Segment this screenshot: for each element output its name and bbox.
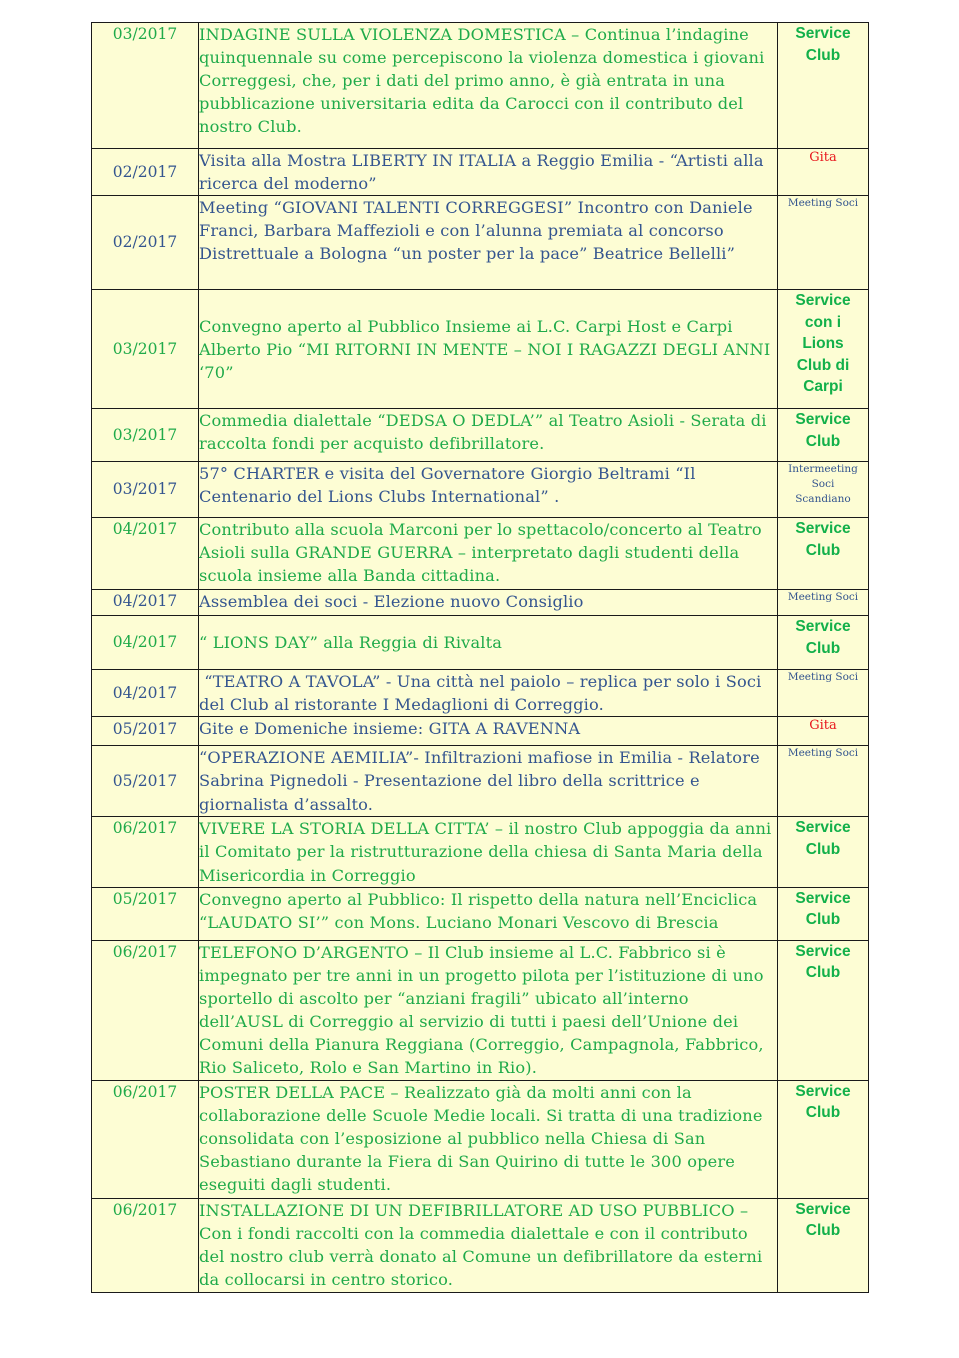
table-row — [92, 887, 869, 940]
event-date: 06/2017 — [92, 1198, 199, 1292]
table-row — [92, 1080, 869, 1198]
event-description: Convegno aperto al Pubblico Insieme ai L.C. Carpi Host e Carpi Alberto Pio “MI RITORNI IN MENTE – NOI I RAGAZZI DEGLI ANNI ‘70” — [199, 290, 778, 409]
event-type: Service Club — [778, 23, 869, 149]
table-row — [92, 817, 869, 887]
event-description: “ LIONS DAY” alla Reggia di Rivalta — [199, 616, 778, 670]
event-date: 04/2017 — [92, 616, 199, 670]
event-type: Service Club — [778, 1198, 869, 1292]
event-type: Meeting Soci — [778, 746, 869, 817]
event-date: 06/2017 — [92, 1080, 199, 1198]
event-type: Service Club — [778, 940, 869, 1080]
event-description: Meeting “GIOVANI TALENTI CORREGGESI” Incontro con Daniele Franci, Barbara Maffezioli e con l’alunna premiata al concorso Distrettuale a Bologna “un poster per la pace” Beatrice Bellelli” — [199, 196, 778, 290]
event-type: Service Club — [778, 817, 869, 887]
event-description: INDAGINE SULLA VIOLENZA DOMESTICA – Continua l’indagine quinquennale su come percepiscono la violenza domestica i giovani Correggesi, che, per i dati del primo anno, è già entrata in una pubblicazione universitaria edita da Carocci con il contributo del nostro Club. — [199, 23, 778, 149]
event-date: 05/2017 — [92, 746, 199, 817]
table-row — [92, 670, 869, 717]
event-type: Gita — [778, 149, 869, 196]
event-description: Gite e Domeniche insieme: GITA A RAVENNA — [199, 717, 778, 746]
event-type: Service con i Lions Club di Carpi — [778, 290, 869, 409]
table-row — [92, 590, 869, 616]
event-type: Meeting Soci — [778, 670, 869, 717]
table-row — [92, 462, 869, 518]
table-row — [92, 616, 869, 670]
event-description: POSTER DELLA PACE – Realizzato già da molti anni con la collaborazione delle Scuole Medie locali. Si tratta di una tradizione consolidata con l’esposizione al pubblico nella Chiesa di San Sebastiano durante la Fiera di San Quirino di tutte le 300 opere eseguiti dagli studenti. — [199, 1080, 778, 1198]
event-date: 02/2017 — [92, 149, 199, 196]
event-description: TELEFONO D’ARGENTO – Il Club insieme al L.C. Fabbrico si è impegnato per tre anni in un progetto pilota per l’istituzione di uno sportello di ascolto per “anziani fragili” ubicato all’interno dell’AUSL di Correggio al servizio di tutti i paesi dell’Unione dei Comuni della Pianura Reggiana (Correggio, Campagnola, Fabbrico, Rio Saliceto, Rolo e San Martino in Rio). — [199, 940, 778, 1080]
event-type: Intermeeting Soci Scandiano — [778, 462, 869, 518]
event-description: Commedia dialettale “DEDSA O DEDLA’” al Teatro Asioli - Serata di raccolta fondi per acquisto defibrillatore. — [199, 409, 778, 462]
table-row — [92, 149, 869, 196]
event-date: 03/2017 — [92, 23, 199, 149]
table-row — [92, 196, 869, 290]
event-description: 57° CHARTER e visita del Governatore Giorgio Beltrami “Il Centenario del Lions Clubs International” . — [199, 462, 778, 518]
event-description: Contributo alla scuola Marconi per lo spettacolo/concerto al Teatro Asioli sulla GRANDE GUERRA – interpretato dagli studenti della scuola insieme alla Banda cittadina. — [199, 518, 778, 590]
event-type: Service Club — [778, 616, 869, 670]
event-type: Gita — [778, 717, 869, 746]
table-row — [92, 940, 869, 1080]
event-description: Assemblea dei soci - Elezione nuovo Consiglio — [199, 590, 778, 616]
event-type: Meeting Soci — [778, 590, 869, 616]
event-date: 06/2017 — [92, 817, 199, 887]
event-description: VIVERE LA STORIA DELLA CITTA’ – il nostro Club appoggia da anni il Comitato per la ristrutturazione della chiesa di Santa Maria della Misericordia in Correggio — [199, 817, 778, 887]
event-date: 04/2017 — [92, 670, 199, 717]
event-type: Service Club — [778, 409, 869, 462]
table-row — [92, 290, 869, 409]
event-description: INSTALLAZIONE DI UN DEFIBRILLATORE AD USO PUBBLICO – Con i fondi raccolti con la commedia dialettale e con il contributo del nostro club verrà donato al Comune un defibrillatore da esterni da collocarsi in centro storico. — [199, 1198, 778, 1292]
event-description: Convegno aperto al Pubblico: Il rispetto della natura nell’Enciclica “LAUDATO SI’” con Mons. Luciano Monari Vescovo di Brescia — [199, 887, 778, 940]
event-type: Service Club — [778, 518, 869, 590]
event-date: 02/2017 — [92, 196, 199, 290]
event-type: Meeting Soci — [778, 196, 869, 290]
events-document — [91, 22, 868, 1293]
table-row — [92, 1198, 869, 1292]
table-row — [92, 518, 869, 590]
table-row — [92, 23, 869, 149]
event-date: 05/2017 — [92, 887, 199, 940]
event-date: 03/2017 — [92, 409, 199, 462]
event-date: 04/2017 — [92, 518, 199, 590]
event-date: 03/2017 — [92, 290, 199, 409]
event-date: 05/2017 — [92, 717, 199, 746]
event-date: 04/2017 — [92, 590, 199, 616]
table-row — [92, 717, 869, 746]
event-description: “OPERAZIONE AEMILIA”- Infiltrazioni mafiose in Emilia - Relatore Sabrina Pignedoli - Presentazione del libro della scrittrice e giornalista d’assalto. — [199, 746, 778, 817]
event-description: Visita alla Mostra LIBERTY IN ITALIA a Reggio Emilia - “Artisti alla ricerca del moderno” — [199, 149, 778, 196]
event-date: 03/2017 — [92, 462, 199, 518]
events-table — [91, 22, 869, 1293]
table-row — [92, 746, 869, 817]
event-type: Service Club — [778, 1080, 869, 1198]
event-type: Service Club — [778, 887, 869, 940]
table-row — [92, 409, 869, 462]
event-description: “TEATRO A TAVOLA” - Una città nel paiolo – replica per solo i Soci del Club al ristorante I Medaglioni di Correggio. — [199, 670, 778, 717]
event-date: 06/2017 — [92, 940, 199, 1080]
